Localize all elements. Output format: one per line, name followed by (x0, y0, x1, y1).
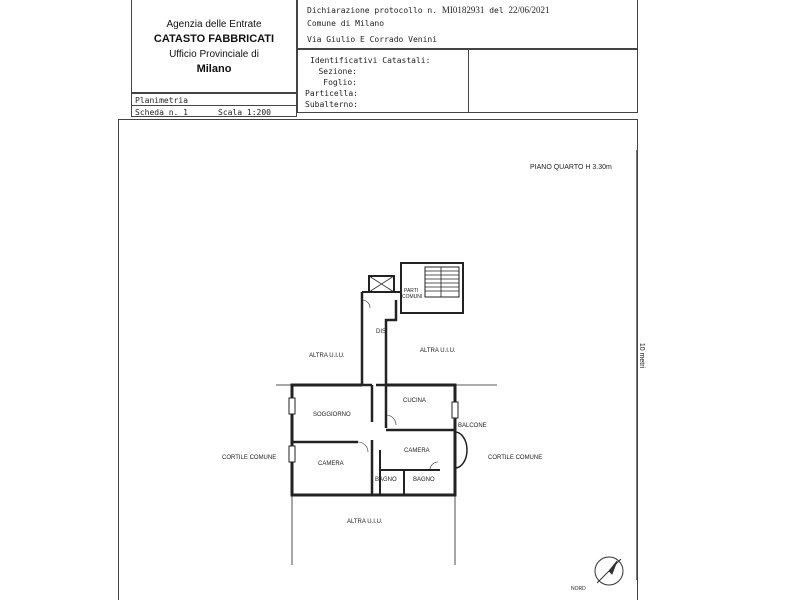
parti-comuni-label-1: PARTI (404, 288, 419, 294)
scale-bar-label: 10 metri (638, 342, 646, 369)
balcone-label: BALCONE (458, 423, 487, 429)
address: Via Giulio E Corrado Venini (307, 35, 438, 44)
bagno-2-label: BAGNO (413, 477, 435, 483)
cortile-left-label: CORTILE COMUNE (222, 455, 277, 461)
cortile-right-label: CORTILE COMUNE (488, 455, 543, 461)
altra-uiu-right: ALTRA U.I.U. (420, 348, 456, 354)
parti-comuni-label-2: COMUNI (402, 294, 423, 300)
camera-left-label: CAMERA (318, 461, 344, 467)
office-label: Ufficio Provinciale di (169, 49, 259, 60)
foglio-label: Foglio: (323, 78, 357, 87)
dis-label: DIS. (376, 329, 388, 335)
bagno-1-label: BAGNO (375, 477, 397, 483)
particella-label: Particella: (305, 89, 358, 98)
north-arrow (595, 557, 623, 585)
altra-uiu-left: ALTRA U.I.U. (309, 353, 345, 359)
sezione-label: Sezione: (318, 67, 357, 76)
office-city: Milano (196, 63, 232, 75)
nord-label: NORD (571, 586, 586, 592)
agency-name: Agenzia delle Entrate (166, 19, 262, 30)
protocol-date: 22/06/2021 (508, 5, 550, 15)
soggiorno-label: SOGGIORNO (313, 412, 351, 418)
cucina-label: CUCINA (403, 398, 427, 404)
sheet-scale: Scala 1:200 (218, 108, 271, 117)
protocol-number: MI0182931 (441, 5, 485, 15)
camera-right-label: CAMERA (404, 448, 430, 454)
subalterno-label: Subalterno: (305, 100, 358, 109)
protocol-date-label: del (489, 6, 504, 15)
municipality: Comune di Milano (307, 19, 385, 28)
altra-uiu-bottom: ALTRA U.I.U. (347, 519, 383, 525)
catasto-title: CATASTO FABBRICATI (153, 33, 275, 45)
floor-label: PIANO QUARTO H 3.30m (530, 164, 612, 171)
protocol-label: Dichiarazione protocollo n. (307, 6, 438, 15)
sheet-number: Scheda n. 1 (135, 108, 188, 117)
identifiers-title: Identificativi Catastali: (310, 56, 431, 65)
sheet-type: Planimetria (135, 96, 188, 105)
